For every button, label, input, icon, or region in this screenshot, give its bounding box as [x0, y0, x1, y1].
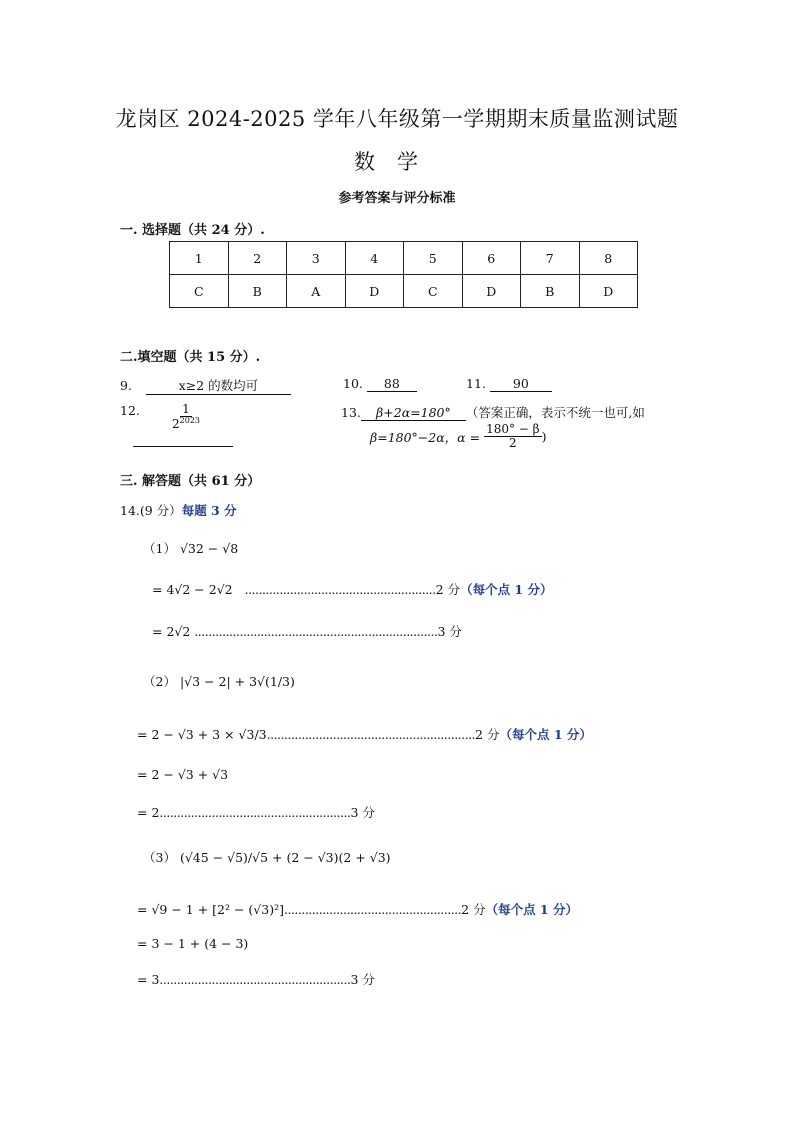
table-cell: 4 [345, 242, 404, 275]
p1-s1-dots: ....................................................... [244, 582, 436, 597]
table-cell: C [170, 275, 229, 308]
p1-step2 [152, 622, 462, 640]
p3-question [143, 848, 391, 866]
table-cell: 6 [462, 242, 521, 275]
section2-heading: 二.填空题（共 15 分）. [120, 350, 261, 365]
p2-question [143, 672, 295, 690]
p3-step2: = 3 − 1 + (4 − 3) [137, 936, 249, 951]
p3-s1-expr: = √9 − 1 + [2² − (√3)²] [137, 902, 284, 917]
table-cell: 3 [287, 242, 346, 275]
answer-table [169, 241, 638, 308]
q13 [341, 403, 645, 421]
table-cell: C [404, 275, 463, 308]
q13-close: ) [541, 429, 547, 445]
table-cell: 8 [579, 242, 638, 275]
q13-note: （答案正确，表示不统一也可,如 [465, 405, 645, 420]
p2-s3-score: 3 分 [350, 805, 375, 820]
q11-answer: 90 [490, 376, 552, 392]
p3-s1-dots: ................................................... [283, 902, 462, 917]
p1-s1-score: 2 分 [435, 582, 461, 597]
q12-label: 12. [120, 403, 140, 418]
q13-label: 13. [341, 405, 361, 420]
answer-table-answers-row [170, 275, 638, 308]
table-cell: 5 [404, 242, 463, 275]
table-cell: A [287, 275, 346, 308]
p2-s1-score: 2 分 [475, 727, 500, 742]
p1-s1-note: （每个点 1 分） [460, 582, 553, 597]
p3-step3 [137, 970, 375, 988]
q13-frac-den: 2 [509, 436, 517, 451]
p1-step1 [152, 580, 552, 598]
q13-fraction [484, 423, 542, 450]
p3-s3-score: 3 分 [350, 972, 375, 987]
section1-heading: 一. 选择题（共 24 分）. [120, 223, 265, 238]
q9 [120, 376, 291, 395]
p3-step1 [137, 900, 578, 918]
p3-s3-expr: = 3 [137, 972, 160, 987]
q10-answer: 88 [367, 376, 417, 392]
answer-table-numbers-row [170, 242, 638, 275]
q13-answer: β+2α=180° [361, 405, 466, 421]
q13-frac-num: 180° − β [486, 422, 540, 436]
p2-s3-dots: ....................................................... [159, 805, 351, 820]
p1-label: （1） [143, 541, 176, 556]
q12-den-base: 2 [172, 417, 180, 432]
q12-fraction [166, 403, 206, 431]
q13-alt-line [370, 423, 547, 450]
p1-expr: √32 − √8 [179, 541, 239, 556]
p2-step3 [137, 803, 375, 821]
p2-label: （2） [143, 674, 176, 689]
page-title: 龙岗区 2024-2025 学年八年级第一学期期末质量监测试题 [115, 107, 679, 131]
p2-s3-expr: = 2 [137, 805, 160, 820]
p3-label: （3） [143, 850, 176, 865]
p2-step1 [137, 725, 592, 743]
q9-label: 9. [120, 378, 132, 393]
subject-title: 数学 [354, 150, 440, 174]
q14-per-item: 每题 3 分 [181, 503, 237, 518]
p1-question [143, 539, 238, 557]
q13-alt: β=180°−2α，α = [370, 429, 481, 445]
p2-step2: = 2 − √3 + √3 [137, 767, 229, 782]
p3-expr: (√45 − √5)/√5 + (2 − √3)(2 + √3) [179, 850, 391, 865]
p1-s1-expr: = 4√2 − 2√2 [152, 582, 233, 597]
table-cell: D [579, 275, 638, 308]
p2-s1-dots: ............................................................ [266, 727, 476, 742]
q10-label: 10. [343, 376, 363, 391]
table-cell: B [228, 275, 287, 308]
p3-s3-dots: ....................................................... [159, 972, 351, 987]
q11 [466, 376, 552, 392]
table-cell: D [345, 275, 404, 308]
p1-s2-score: 3 分 [437, 624, 462, 639]
subtitle: 参考答案与评分标准 [338, 191, 456, 206]
p2-s1-note: （每个点 1 分） [499, 727, 592, 742]
q12-numerator: 1 [182, 402, 190, 416]
table-cell: 2 [228, 242, 287, 275]
p3-s1-score: 2 分 [461, 902, 486, 917]
p3-s1-note: （每个点 1 分） [485, 902, 578, 917]
table-cell: B [521, 275, 580, 308]
p1-s2-expr: = 2√2 [152, 624, 191, 639]
table-cell: 7 [521, 242, 580, 275]
q11-label: 11. [466, 376, 486, 391]
p2-expr: |√3 − 2| + 3√(1/3) [179, 674, 295, 689]
p1-s2-dots: ...................................................................... [194, 624, 438, 639]
q9-answer: x≥2 的数均可 [146, 376, 291, 395]
q14-header [120, 501, 237, 519]
table-cell: D [462, 275, 521, 308]
q10 [343, 376, 417, 392]
section3-heading: 三. 解答题（共 61 分） [120, 474, 261, 489]
q12-underline [133, 446, 233, 447]
q12-den-exp: 2023 [179, 416, 200, 426]
p2-s1-expr: = 2 − √3 + 3 × √3/3 [137, 727, 267, 742]
table-cell: 1 [170, 242, 229, 275]
q14-points: 14.(9 分） [120, 503, 182, 518]
